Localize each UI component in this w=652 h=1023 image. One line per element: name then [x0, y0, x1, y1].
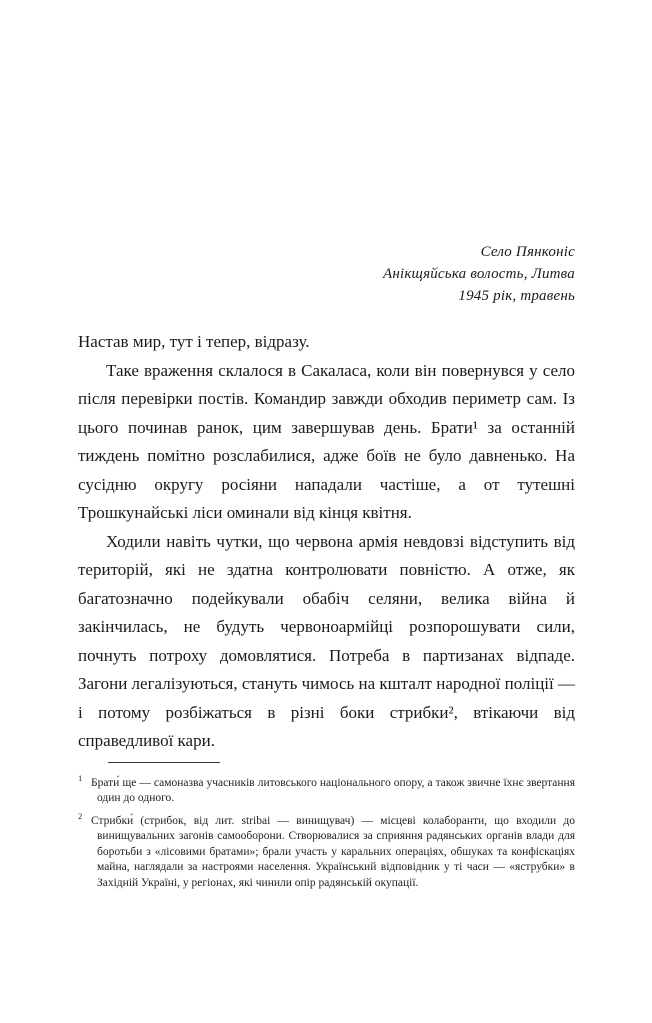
dateline-place: Село Пянконіс	[480, 244, 575, 260]
footnote-1	[78, 771, 575, 807]
body-text	[78, 328, 575, 756]
footnote-separator	[108, 762, 220, 763]
footnote-2-text: Стрибки́ (стрибок, від лит. stribai — винищувач) — місцеві колаборанти, що входили до винищувальних загонів самооборони. Створювалися за сприяння радянських органів влади для боротьби з «лісовими братами»; брали участь у каральних операціях, обшуках та конфіскаціях майна, наглядали за настроями населення. Український відповідник у ті часи — «яструбки» в Західній Україні, у регіонах, які чинили опір радянській окупації.	[91, 814, 575, 889]
dateline-region: Анікщяйська волость, Литва	[382, 266, 575, 282]
footnote-1-text: Брати́ ще — самоназва учасників литовського національного опору, а також звичне їхнє звертання один до одного.	[91, 776, 575, 805]
scene-dateline	[78, 241, 575, 307]
paragraph-2: Таке враження склалося в Сакаласа, коли він повернувся у село після перевірки постів. Командир завжди обходив периметр сам. Із цього починав ранок, цим завершував день. Брати¹ за останній тиждень помітно розслабилися, адже боїв не було давненько. На сусідню округу росіяни нападали частіше, а от тутешні Трошкунайські ліси оминали від кінця квітня.	[78, 360, 575, 522]
paragraph-1: Настав мир, тут і тепер, відразу.	[78, 332, 310, 351]
footnote-2	[78, 809, 575, 891]
footnote-1-marker: 1	[78, 773, 83, 783]
dateline-date: 1945 рік, травень	[458, 288, 575, 304]
footnotes-section	[78, 762, 575, 893]
text-block	[78, 0, 575, 756]
footnote-2-marker: 2	[78, 810, 83, 821]
paragraph-3: Ходили навіть чутки, що червона армія невдовзі відступить від територій, які не здатна контролювати повністю. А отже, як багатозначно подейкували обабіч селяни, велика війна й закінчилась, не будуть червоноармійці розпорошувати сили, почнуть потроху домовлятися. Потреба в партизанах відпаде. Загони легалізуються, стануть чимось на кшталт народної поліції — і потому розбіжаться в різні боки стрибки², втікаючи від справедливої кари.	[78, 531, 575, 750]
